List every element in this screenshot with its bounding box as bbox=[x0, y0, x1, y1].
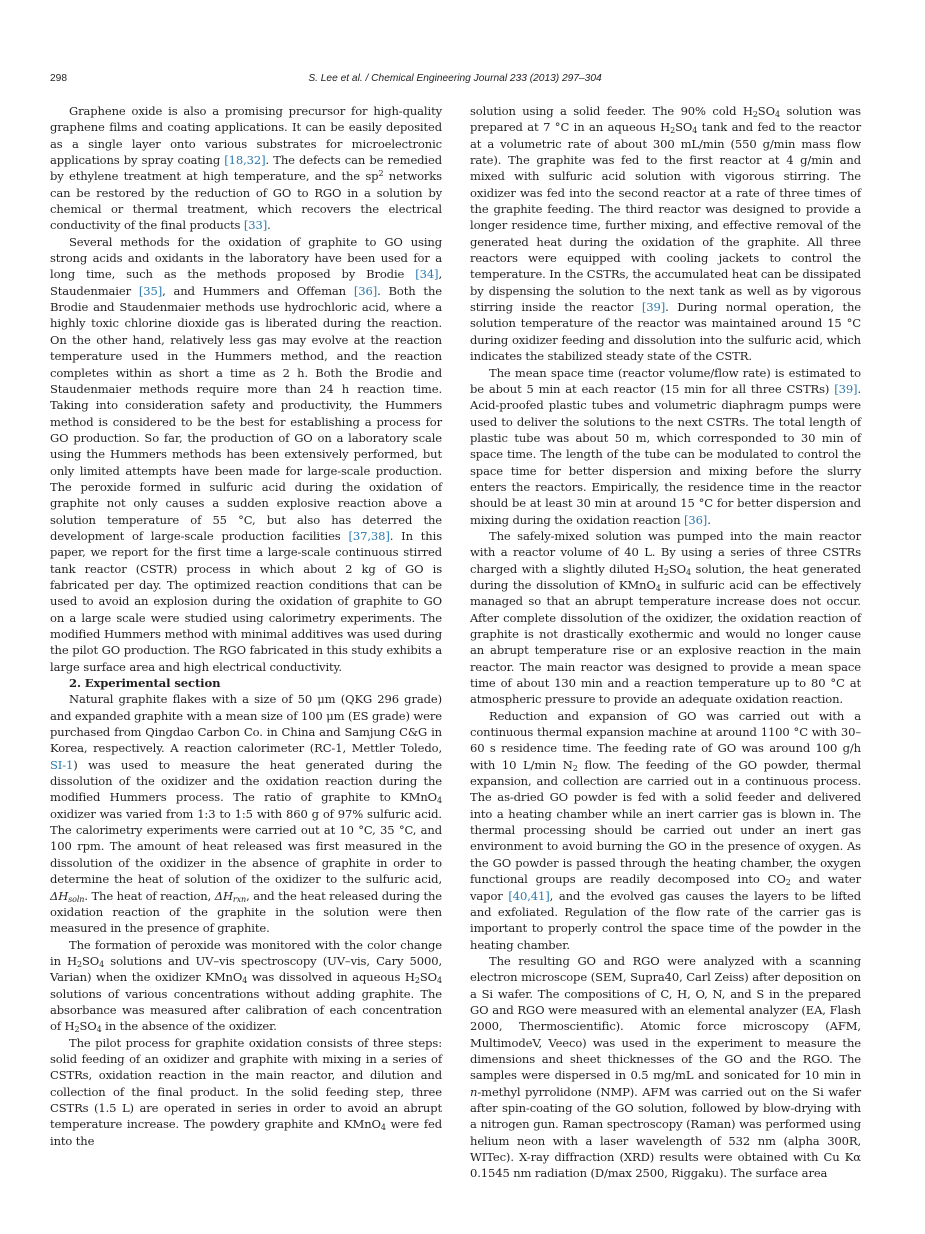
citation-link[interactable]: [39] bbox=[641, 300, 666, 315]
paragraph: Reduction and expansion of GO was carried out with a continuous thermal expansion machine at around 1100 °C with 30–60 s residence time. The feeding rate of GO was around 100 g/h with 10 L/min $N_2$ flow. The feeding of the GO powder, thermal expansion, and collection are carried out in a continuous process. The as-dried GO powder is fed with a solid feeder and delivered into a heating chamber while an inert carrier gas is blown in. The thermal processing should be carried out under an inert gas environment to avoid burning the GO in the presence of oxygen. As the GO powder is passed through the heating chamber, the oxygen functional groups are readily decomposed into $CO_2$ and water vapor [40,41], and the evolved gas causes the layers to be lifted and exfoliated. Regulation of the flow rate of the carrier gas is important to properly control the space time of the powder in the heating chamber. bbox=[470, 708, 861, 952]
running-header bbox=[50, 73, 860, 87]
paragraph: The pilot process for graphite oxidation consists of three steps: solid feeding of an oxidizer and graphite with mixing in a series of CSTRs, oxidation reaction in the main reactor, and dilution and collection of the final product. In the solid feeding step, three CSTRs (1.5 L) are operated in series in order to avoid an abrupt temperature increase. The powdery graphite and KMnO$_4$ were fed into the bbox=[50, 1035, 442, 1148]
page-number: 298 bbox=[50, 73, 67, 84]
right-column bbox=[470, 103, 861, 1182]
paragraph: The resulting GO and RGO were analyzed with a scanning electron microscope (SEM, Supra40, Carl Zeiss) after deposition on a Si wafer. The compositions of C, H, O, N, and S in the prepared GO and RGO were measured with an elemental analyzer (EA, Flash 2000, Thermoscientific). Atomic force microscopy (AFM, MultimodeV, Veeco) was used in the experiment to measure the dimensions and sheet thicknesses of the GO and the RGO. The samples were dispersed in 0.5 mg/mL and sonicated for 10 min in n-methyl pyrrolidone (NMP). AFM was carried out on the Si wafer after spin-coating of the GO solution, followed by blow-drying with a nitrogen gun. Raman spectroscopy (Raman) was performed using helium neon with a laser wavelength of 532 nm (alpha 300R, WITec). X-ray diffraction (XRD) results were obtained with Cu Kα 0.1545 nm radiation (D/max 2500, Riggaku). The surface area bbox=[470, 953, 861, 1181]
citation-link[interactable]: [18,32] bbox=[224, 153, 266, 168]
citation-link[interactable]: [34] bbox=[415, 267, 439, 282]
left-column bbox=[50, 103, 442, 1149]
citation-link[interactable]: [33] bbox=[243, 218, 268, 233]
paragraph: The safely-mixed solution was pumped into the main reactor with a reactor volume of 40 L. By using a series of three CSTRs charged with a slightly diluted $H_2SO_4$ solution, the heat generated during the dissolution of KMnO$_4$ in sulfuric acid can be effectively managed so that an abrupt temperature increase does not occur. After complete dissolution of the oxidizer, the oxidation reaction of graphite is not drastically exothermic and would no longer cause an abrupt temperature rise or an explosive reaction in the main reactor. The main reactor was designed to provide a mean space time of about 130 min and a reaction temperature up to 80 °C at atmospheric pressure to provide an adequate oxidation reaction. bbox=[470, 528, 862, 707]
citation-link[interactable]: [39] bbox=[834, 381, 858, 396]
citation-link[interactable]: [36] bbox=[353, 283, 378, 298]
paragraph: Several methods for the oxidation of graphite to GO using strong acids and oxidants in the laboratory have been used for a long time, such as the methods proposed by Brodie [34], Staudenmaier [35], and Hummers and Offeman [36]. Both the Brodie and Staudenmaier methods use hydrochloric acid, where a highly toxic chlorine dioxide gas is liberated during the reaction. On the other hand, relatively less gas may evolve at the reaction temperature used in the Hummers method, and the reaction completes within as short a time as 2 h. Both the Brodie and Staudenmaier methods require more than 24 h reaction time. Taking into consideration safety and productivity, the Hummers method is considered to be the best for establishing a process for GO production. So far, the production of GO on a laboratory scale using the Hummers methods has been extensively performed, but only limited attempts have been made for large-scale production. The peroxide formed in sulfuric acid during the oxidation of graphite not only causes a sudden explosive reaction above a solution temperature of 55 °C, but also has deterred the development of large-scale production facilities [37,38]. In this paper, we report for the first time a large-scale continuous stirred tank reactor (CSTR) process in which about 2 kg of GO is fabricated per day. The optimized reaction conditions that can be used to avoid an explosion during the oxidation of graphite to GO on a large scale were studied using calorimetry experiments. The modified Hummers method with minimal additives was used during the pilot GO production. The RGO fabricated in this study exhibits a large surface area and high electrical conductivity. bbox=[50, 234, 443, 674]
citation-link[interactable]: [36] bbox=[683, 512, 708, 527]
citation-link[interactable]: [40,41] bbox=[508, 888, 550, 903]
supplementary-link[interactable]: SI-1 bbox=[50, 757, 74, 772]
paragraph: Natural graphite flakes with a size of 50 μm (QKG 296 grade) and expanded graphite with a mean size of 100 μm (ES grade) were purchased from Qingdao Carbon Co. in China and Samjung C&G in Korea, respectively. A reaction calorimeter (RC-1, Mettler Toledo, SI-1) was used to measure the heat generated during the dissolution of the oxidizer and the oxidation reaction during the modified Hummers process. The ratio of graphite to KMnO$_4$ oxidizer was varied from 1:3 to 1:5 with 860 g of 97% sulfuric acid. The calorimetry experiments were carried out at 10 °C, 35 °C, and 100 rpm. The amount of heat released was first measured in the dissolution of the oxidizer in the absence of graphite in order to determine the heat of solution of the oxidizer to the sulfuric acid, $\Delta H_{soln}$. The heat of reaction, $\Delta H_{rxn}$, and the heat released during the oxidation reaction of the graphite in the solution were then measured in the presence of graphite. bbox=[50, 692, 442, 936]
paragraph: Graphene oxide is also a promising precursor for high-quality graphene films and coating applications. It can be easily deposited as a single layer onto various substrates for microelectronic applications by spray coating [18,32]. The defects can be remedied by ethylene treatment at high temperature, and the $sp^2$ networks can be restored by the reduction of GO to RGO in a solution by chemical or thermal treatment, which recovers the electrical conductivity of the final products [33]. bbox=[50, 104, 442, 233]
paragraph: The mean space time (reactor volume/flow rate) is estimated to be about 5 min at each reactor (15 min for all three CSTRs) [39]. Acid-proofed plastic tubes and volumetric diaphragm pumps were used to deliver the solutions to the next CSTRs. The total length of plastic tube was about 50 m, which corresponded to 30 min of space time. The length of the tube can be modulated to control the space time for better dispersion and mixing before the slurry enters the reactors. Empirically, the residence time in the reactor should be at least 30 min at around 15 °C for better dispersion and mixing during the oxidation reaction [36]. bbox=[470, 365, 861, 527]
citation-link[interactable]: [37,38] bbox=[348, 528, 390, 543]
citation-link[interactable]: [35] bbox=[138, 283, 163, 298]
journal-reference: S. Lee et al. / Chemical Engineering Journal 233 (2013) 297–304 bbox=[308, 73, 602, 84]
paragraph: The formation of peroxide was monitored with the color change in $H_2SO_4$ solutions and UV–vis spectroscopy (UV–vis, Cary 5000, Varian) when the oxidizer KMnO$_4$ was dissolved in aqueous $H_2SO_4$ solutions of various concentrations without adding graphite. The absorbance was measured after calibration of each concentration of $H_2SO_4$ in the absence of the oxidizer. bbox=[50, 937, 442, 1035]
paragraph: solution using a solid feeder. The 90% cold $H_2SO_4$ solution was prepared at 7 °C in an aqueous $H_2SO_4$ tank and fed to the reactor at a volumetric rate of about 300 mL/min (550 g/min mass flow rate). The graphite was fed to the first reactor at 4 g/min and mixed with sulfuric acid solution with vigorous stirring. The oxidizer was fed into the second reactor at a rate of three times of the graphite feeding. The third reactor was designed to provide a longer residence time, further mixing, and effective removal of the generated heat during the oxidation of the graphite. All three reactors were equipped with cooling jackets to control the temperature. In the CSTRs, the accumulated heat can be dissipated by dispensing the solution to the next tank as well as by vigorous stirring inside the reactor [39]. During normal operation, the solution temperature of the reactor was maintained around 15 °C during oxidizer feeding and dissolution into the sulfuric acid, which indicates the stabilized steady state of the CSTR. bbox=[470, 104, 862, 364]
section-heading: 2. Experimental section bbox=[69, 676, 221, 691]
